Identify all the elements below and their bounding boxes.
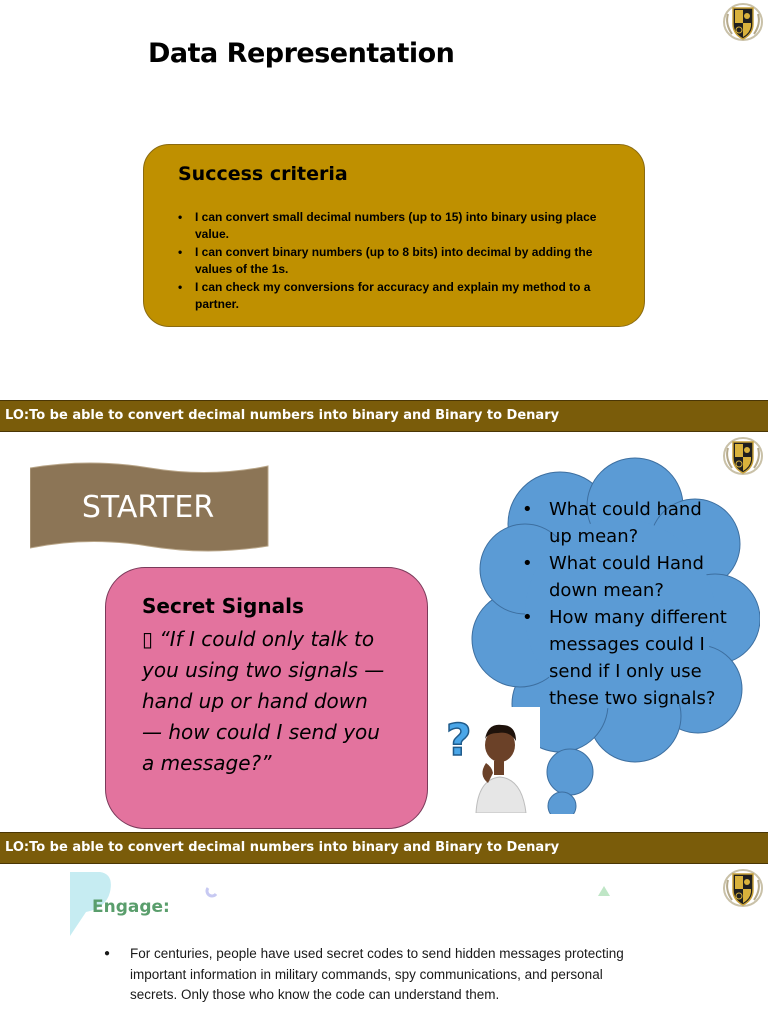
- page-title: Data Representation: [148, 38, 455, 69]
- list-item: • What could Hand down mean?: [520, 550, 730, 604]
- secret-signals-heading: Secret Signals: [142, 594, 304, 618]
- thought-bubble-questions: [520, 496, 730, 712]
- success-criteria-box: [143, 144, 645, 327]
- list-item: • I can convert binary numbers (up to 8 bits) into decimal by adding the values of the 1s.: [178, 244, 608, 278]
- missing-glyph-icon: ▯: [142, 627, 154, 651]
- list-item: • I can convert small decimal numbers (up to 15) into binary using place value.: [178, 209, 608, 243]
- school-crest-icon: [722, 2, 764, 42]
- secret-signals-quote: [142, 624, 392, 779]
- quote-text: “If I could only talk to you using two signals — hand up or hand down — how could I send you a message?”: [142, 627, 385, 775]
- list-item: • I can check my conversions for accuracy and explain my method to a partner.: [178, 279, 608, 313]
- school-crest-icon: [722, 868, 764, 908]
- engage-heading: Engage:: [92, 897, 170, 917]
- list-item: • How many different messages could I send if I only use these two signals?: [520, 604, 730, 712]
- secret-signals-box: [105, 567, 428, 829]
- slide-success-criteria: [0, 0, 768, 400]
- success-criteria-heading: Success criteria: [178, 163, 348, 185]
- success-criteria-list: [178, 209, 608, 314]
- starter-label: STARTER: [81, 490, 215, 525]
- thinking-person-icon: [438, 707, 540, 813]
- slide-starter: [0, 432, 768, 832]
- learning-objective-bar: LO:To be able to convert decimal numbers into binary and Binary to Denary: [0, 832, 768, 864]
- list-item: • What could hand up mean?: [520, 496, 730, 550]
- question-mark-icon: ?: [446, 715, 472, 766]
- slide-engage: [0, 864, 768, 1024]
- learning-objective-bar: LO:To be able to convert decimal numbers into binary and Binary to Denary: [0, 400, 768, 432]
- engage-paragraph: ● For centuries, people have used secret codes to send hidden messages protecting important information in military commands, spy communications, and personal secrets. Only those who know the code can understand them.: [110, 944, 650, 1006]
